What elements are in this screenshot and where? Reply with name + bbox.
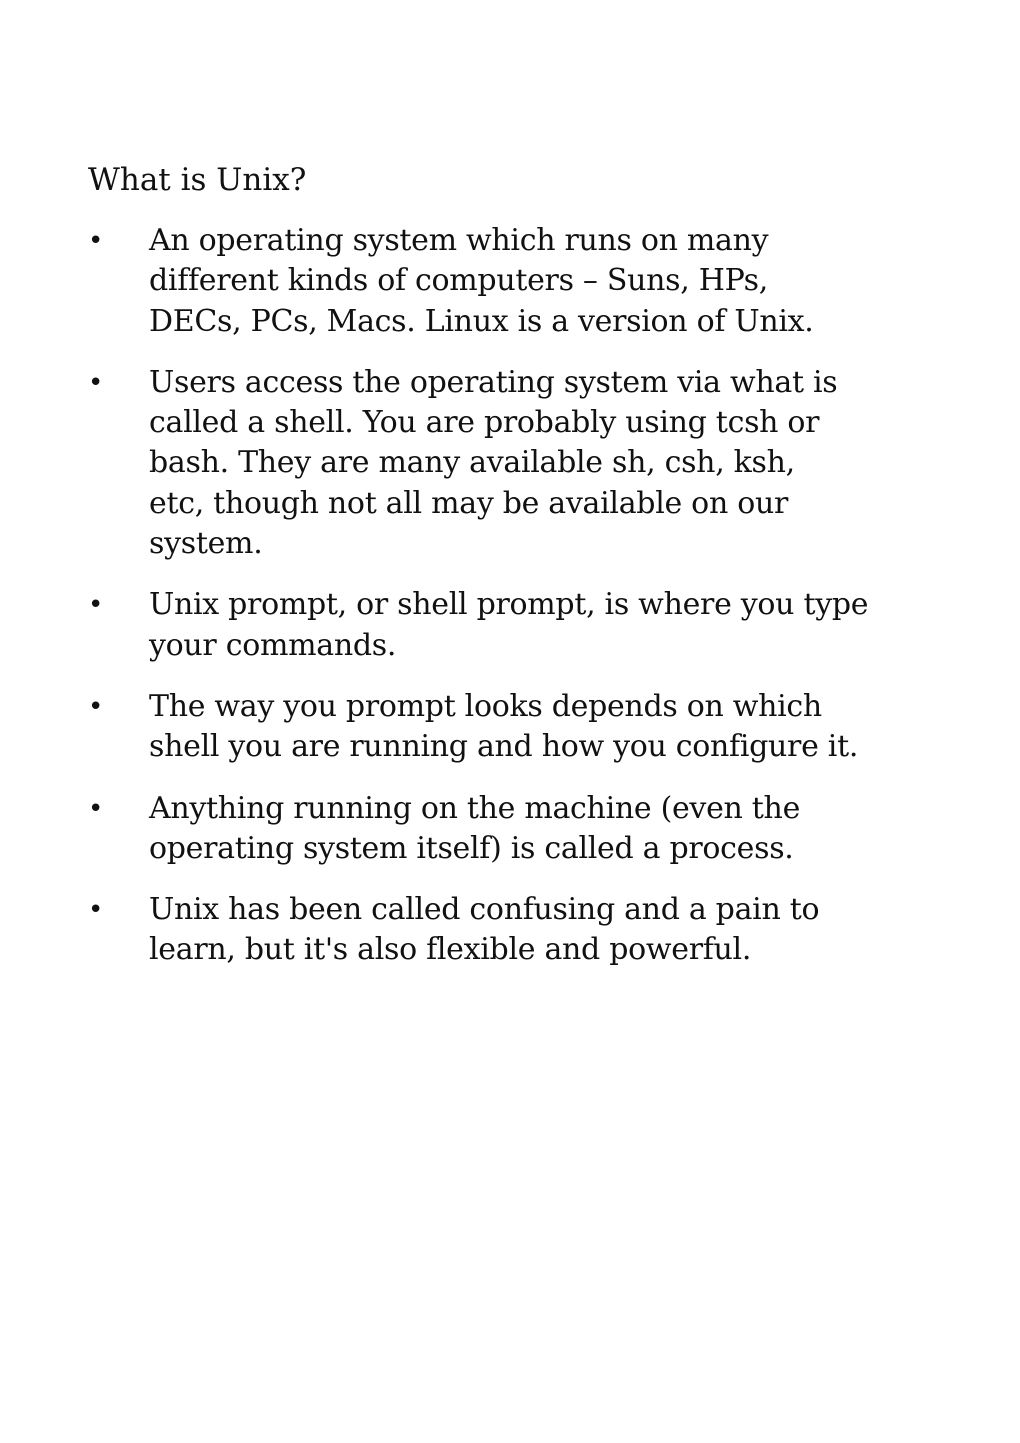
bullet-icon: • xyxy=(88,691,104,722)
list-item-text: Anything running on the machine (even the operating system itself) is called a process. xyxy=(149,790,801,866)
bullet-list xyxy=(88,221,988,992)
list-item-text: An operating system which runs on many different kinds of computers – Suns, HPs, DECs, PCs, Macs. Linux is a version of Unix. xyxy=(149,223,814,339)
list-item xyxy=(88,585,988,666)
list-item xyxy=(88,687,988,768)
bullet-icon: • xyxy=(88,793,104,824)
bullet-icon: • xyxy=(88,226,104,256)
page-title: What is Unix? xyxy=(88,162,307,198)
list-item xyxy=(88,789,988,870)
list-item xyxy=(88,363,988,564)
list-item-text: The way you prompt looks depends on which shell you are running and how you configure it. xyxy=(149,688,859,765)
list-item-text: Unix has been called confusing and a pain to learn, but it's also flexible and powerful. xyxy=(149,892,820,968)
list-item xyxy=(88,890,988,971)
list-item xyxy=(88,221,988,342)
list-item-text: Users access the operating system via what is called a shell. You are probably using tcsh or bash. They are many available sh, csh, ksh, etc, though not all may be available on our system. xyxy=(149,364,838,562)
bullet-icon: • xyxy=(88,895,104,926)
bullet-icon: • xyxy=(88,590,104,621)
bullet-icon: • xyxy=(88,367,104,398)
list-item-text: Unix prompt, or shell prompt, is where you type your commands. xyxy=(149,587,869,663)
